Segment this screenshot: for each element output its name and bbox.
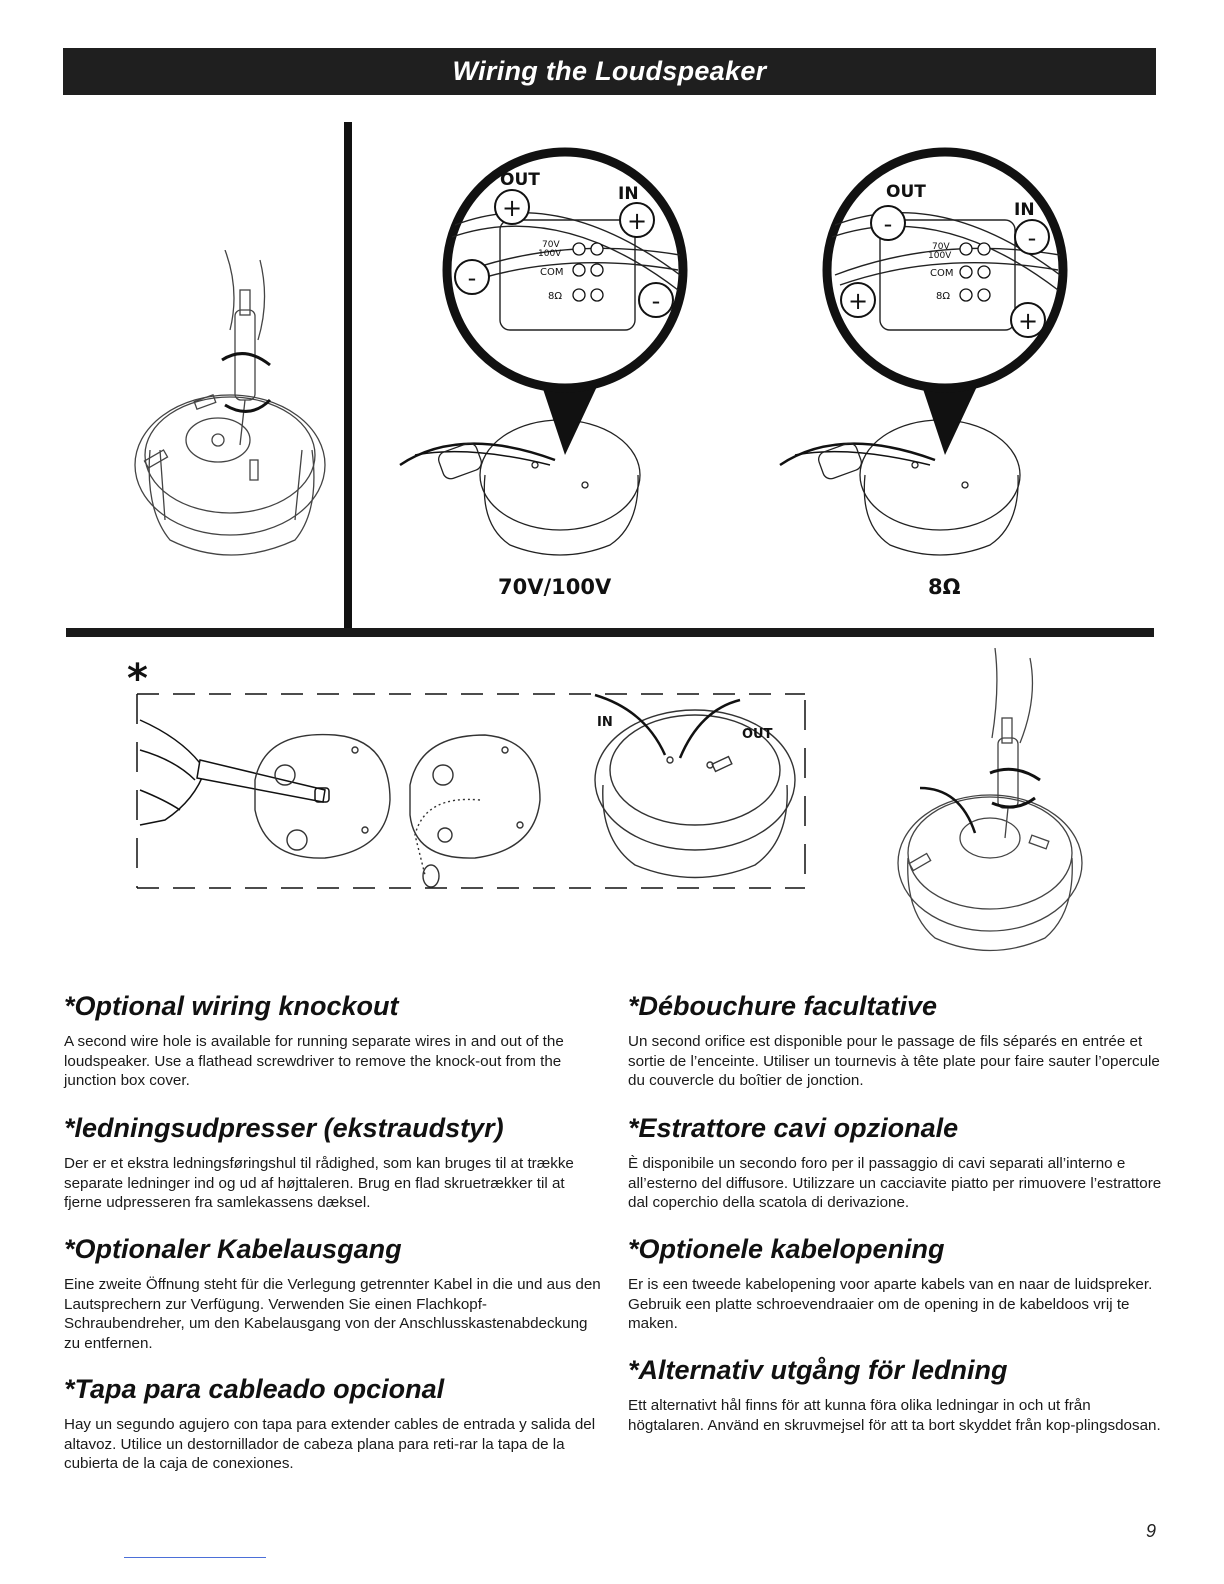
terminal-com-label: COM [930, 268, 954, 279]
knockout-in-label: IN [597, 715, 613, 730]
in-plus-marker: + [1017, 307, 1039, 335]
out-plus-marker: + [501, 194, 523, 222]
body-de: Eine zweite Öffnung steht für die Verlegung getrennter Kabel in die und aus den Lautsprechern zur Verfügung. Verwenden Sie einen Flachkopf-Schraubendreher, um den Kabelausgang von der Anschlusskastenabdeckung zu entfernen. [64, 1276, 601, 1352]
terminal-100v-label: 100V [928, 251, 952, 261]
body-fr: Un second orifice est disponible pour le passage de fils séparés en entrée et sortie de l’enceinte. Utiliser un tournevis à tête plate pour faire sauter l’opercule du couvercle du boîtier de jonction. [628, 1033, 1160, 1089]
vertical-divider [344, 122, 352, 634]
screwdriver-speaker-figure [130, 250, 330, 580]
heading-de: *Optionaler Kabelausgang [64, 1234, 402, 1264]
knockout-figure [125, 650, 825, 900]
heading-en: *Optional wiring knockout [64, 991, 399, 1021]
terminal-8ohm-label: 8Ω [548, 291, 563, 302]
in-label: IN [1014, 200, 1035, 220]
terminal-70v-label: 70V [542, 240, 560, 250]
terminal-com-label: COM [540, 267, 564, 278]
terminal-8ohm-label: 8Ω [936, 291, 951, 302]
section-en [64, 990, 604, 1091]
knockout-out-label: OUT [742, 727, 773, 742]
section-da [64, 1112, 604, 1213]
horizontal-divider [66, 628, 1154, 637]
out-label: OUT [886, 182, 926, 202]
section-es [64, 1373, 604, 1474]
in-minus-marker: - [651, 287, 661, 315]
body-nl: Er is een tweede kabelopening voor aparte kabels van en naar de luidspreker. Gebruik een platte schroevendraaier om de opening in de kabeldoos vrij te maken. [628, 1276, 1153, 1332]
in-plus-marker: + [626, 207, 648, 235]
wiring-diagram-70v-100v [360, 125, 690, 565]
body-it: È disponibile un secondo foro per il passaggio di cavi separati all’interno e all’esterno del diffusore. Utilizzare un cacciavite piatto per rimuovere l’estrattore dal coperchio della scatola di derivazione. [628, 1155, 1162, 1211]
out-label: OUT [500, 170, 540, 190]
heading-fr: *Débouchure facultative [628, 991, 938, 1021]
page-title: Wiring the Loudspeaker [452, 56, 767, 86]
body-es: Hay un segundo agujero con tapa para extender cables de entrada y salida del altavoz. Utilice un destornillador de cabeza plana para reti-rar la tapa de la cubierta de la caja de conexiones. [64, 1416, 596, 1472]
heading-da: *ledningsudpresser (ekstraudstyr) [64, 1113, 504, 1143]
heading-es: *Tapa para cableado opcional [64, 1374, 445, 1404]
out-minus-marker: - [883, 210, 893, 238]
body-da: Der er et ekstra ledningsføringshul til rådighed, som kan bruges til at trække separate ledninger ind og ud af højttaleren. Brug en flad skruetrækker til at fjerne udpresseren fra samlekassens dæksel. [64, 1155, 574, 1211]
in-minus-marker: - [1027, 224, 1037, 252]
terminal-70v-label: 70V [932, 242, 950, 252]
out-plus-marker: + [847, 287, 869, 315]
section-title-bar [63, 48, 1156, 95]
footer-rule [124, 1557, 266, 1558]
screwdriver-speaker-with-wires-figure [880, 648, 1090, 968]
section-de [64, 1233, 604, 1353]
wiring-diagram-8-ohm [740, 125, 1070, 565]
section-fr [628, 990, 1168, 1091]
section-nl [628, 1233, 1168, 1334]
in-label: IN [618, 184, 639, 204]
terminal-100v-label: 100V [538, 249, 562, 259]
body-sv: Ett alternativt hål finns för att kunna föra olika ledningar in och ut från högtalaren. Använd en skruvmejsel för att ta bort skyddet från kop-plingsdosan. [628, 1397, 1161, 1434]
caption-8-ohm: 8Ω [928, 575, 961, 599]
heading-it: *Estrattore cavi opzionale [628, 1113, 959, 1143]
section-sv [628, 1354, 1168, 1435]
asterisk-marker: * [127, 656, 148, 702]
body-en: A second wire hole is available for running separate wires in and out of the loudspeaker. Use a flathead screwdriver to remove the knock-out from the junction box cover. [64, 1033, 564, 1089]
heading-nl: *Optionele kabelopening [628, 1234, 945, 1264]
page-number: 9 [1145, 1521, 1156, 1541]
section-it [628, 1112, 1168, 1213]
out-minus-marker: - [467, 264, 477, 292]
caption-70v-100v: 70V/100V [498, 575, 612, 599]
heading-sv: *Alternativ utgång för ledning [628, 1355, 1008, 1385]
